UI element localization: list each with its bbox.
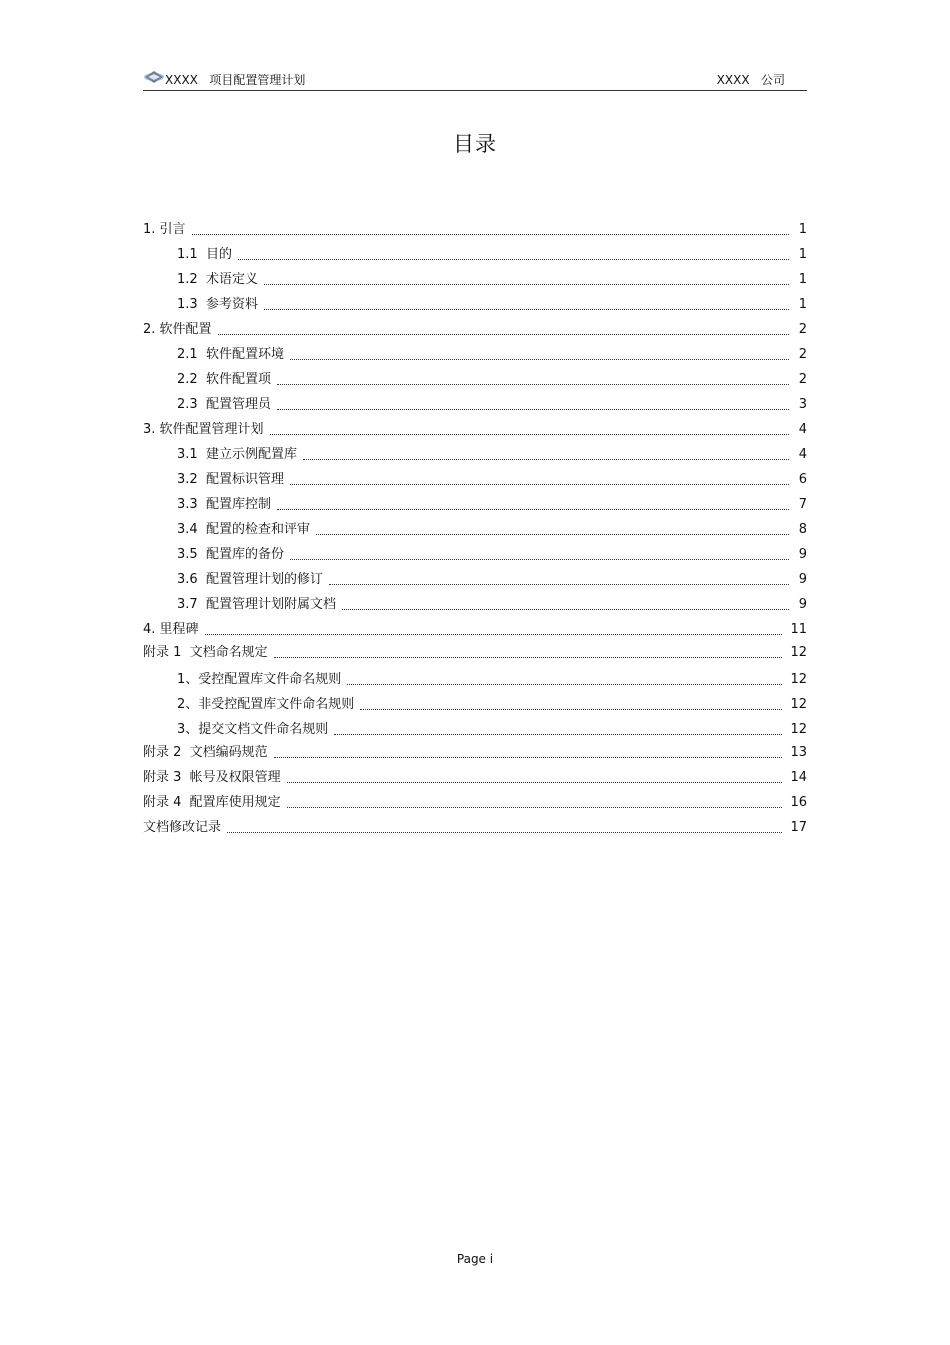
- toc-entry-label: 附录 3 帐号及权限管理: [143, 770, 281, 785]
- toc-dot-leader: [227, 831, 782, 833]
- toc-entry-label: 3.2 配置标识管理: [177, 472, 284, 487]
- toc-entry[interactable]: [177, 370, 807, 390]
- toc-dot-leader: [274, 756, 783, 758]
- toc-entry-label: 1. 引言: [143, 222, 186, 237]
- toc-entry[interactable]: [177, 595, 807, 615]
- toc-entry[interactable]: [143, 643, 807, 663]
- toc-entry-page-number: 9: [798, 597, 807, 612]
- toc-entry-page-number: 12: [790, 697, 807, 712]
- toc-entry-label: 3、提交文档文件命名规则: [177, 722, 329, 737]
- toc-entry[interactable]: [177, 395, 807, 415]
- toc-entry[interactable]: [177, 345, 807, 365]
- toc-dot-leader: [347, 683, 782, 685]
- toc-entry-page-number: 4: [798, 447, 807, 462]
- toc-entry-label: 3.3 配置库控制: [177, 497, 271, 512]
- toc-dot-leader: [303, 458, 789, 460]
- toc-entry-label: 1.3 参考资料: [177, 297, 258, 312]
- toc-entry-label: 1.1 目的: [177, 247, 232, 262]
- toc-entry-label: 2.3 配置管理员: [177, 397, 271, 412]
- toc-entry-label: 文档修改记录: [143, 820, 222, 835]
- toc-entry-page-number: 2: [798, 347, 807, 362]
- toc-entry-label: 4. 里程碑: [143, 622, 199, 637]
- toc-dot-leader: [270, 433, 789, 435]
- toc-entry-page-number: 1: [798, 247, 807, 262]
- toc-entry[interactable]: [177, 245, 807, 265]
- toc-entry[interactable]: [177, 520, 807, 540]
- toc-entry-page-number: 9: [798, 572, 807, 587]
- toc-dot-leader: [329, 583, 789, 585]
- toc-heading: 目录: [453, 132, 497, 156]
- toc-entry-page-number: 12: [790, 645, 807, 660]
- toc-entry[interactable]: [143, 768, 807, 788]
- toc-entry-page-number: 8: [798, 522, 807, 537]
- toc-entry-label: 3. 软件配置管理计划: [143, 422, 264, 437]
- toc-entry-label: 1、受控配置库文件命名规则: [177, 672, 342, 687]
- toc-entry-page-number: 6: [798, 472, 807, 487]
- toc-entry-label: 2、非受控配置库文件命名规则: [177, 697, 355, 712]
- toc-entry-label: 附录 1 文档命名规定: [143, 645, 268, 660]
- toc-entry-page-number: 12: [790, 722, 807, 737]
- toc-dot-leader: [274, 656, 783, 658]
- toc-entry-page-number: 4: [798, 422, 807, 437]
- toc-dot-leader: [264, 308, 789, 310]
- page-footer: Page i: [456, 1252, 494, 1266]
- toc-entry[interactable]: [177, 295, 807, 315]
- toc-entry[interactable]: [177, 720, 807, 740]
- header-company-name: XXXX 公司: [716, 73, 785, 87]
- toc-entry[interactable]: [143, 620, 807, 640]
- toc-entry[interactable]: [177, 570, 807, 590]
- toc-entry[interactable]: [177, 695, 807, 715]
- toc-entry-page-number: 17: [790, 820, 807, 835]
- toc-dot-leader: [277, 508, 789, 510]
- toc-entry-label: 3.4 配置的检查和评审: [177, 522, 310, 537]
- toc-entry[interactable]: [143, 220, 807, 240]
- toc-entry[interactable]: [143, 818, 807, 838]
- toc-entry[interactable]: [143, 320, 807, 340]
- toc-entry-page-number: 9: [798, 547, 807, 562]
- toc-entry[interactable]: [143, 743, 807, 763]
- toc-dot-leader: [287, 781, 783, 783]
- toc-entry-label: 附录 4 配置库使用规定: [143, 795, 281, 810]
- toc-entry-page-number: 1: [798, 297, 807, 312]
- header-document-title: XXXX 项目配置管理计划: [165, 73, 306, 87]
- toc-entry-label: 3.6 配置管理计划的修订: [177, 572, 323, 587]
- company-logo-icon: [143, 68, 165, 86]
- toc-dot-leader: [192, 233, 789, 235]
- toc-dot-leader: [205, 633, 783, 635]
- toc-entry[interactable]: [177, 670, 807, 690]
- toc-dot-leader: [334, 733, 782, 735]
- toc-entry-label: 2.2 软件配置项: [177, 372, 271, 387]
- toc-entry-label: 附录 2 文档编码规范: [143, 745, 268, 760]
- toc-dot-leader: [277, 383, 789, 385]
- toc-entry-page-number: 14: [790, 770, 807, 785]
- toc-dot-leader: [290, 358, 789, 360]
- toc-entry-page-number: 1: [798, 272, 807, 287]
- toc-dot-leader: [287, 806, 783, 808]
- toc-dot-leader: [342, 608, 789, 610]
- toc-entry[interactable]: [177, 470, 807, 490]
- toc-entry[interactable]: [177, 445, 807, 465]
- toc-entry[interactable]: [143, 420, 807, 440]
- toc-dot-leader: [360, 708, 782, 710]
- toc-entry[interactable]: [177, 545, 807, 565]
- toc-dot-leader: [238, 258, 789, 260]
- toc-entry-label: 2. 软件配置: [143, 322, 212, 337]
- toc-entry-page-number: 7: [798, 497, 807, 512]
- toc-dot-leader: [290, 558, 789, 560]
- toc-dot-leader: [264, 283, 789, 285]
- toc-entry-page-number: 1: [798, 222, 807, 237]
- toc-entry-page-number: 16: [790, 795, 807, 810]
- toc-entry-label: 3.1 建立示例配置库: [177, 447, 297, 462]
- toc-dot-leader: [277, 408, 789, 410]
- toc-dot-leader: [290, 483, 789, 485]
- toc-entry-label: 3.7 配置管理计划附属文档: [177, 597, 336, 612]
- toc-entry[interactable]: [177, 270, 807, 290]
- toc-entry-page-number: 13: [790, 745, 807, 760]
- toc-entry[interactable]: [177, 495, 807, 515]
- toc-dot-leader: [218, 333, 789, 335]
- toc-entry-label: 3.5 配置库的备份: [177, 547, 284, 562]
- toc-entry-page-number: 3: [798, 397, 807, 412]
- toc-entry-label: 1.2 术语定义: [177, 272, 258, 287]
- toc-entry-page-number: 2: [798, 372, 807, 387]
- page-header: [143, 66, 807, 91]
- toc-entry[interactable]: [143, 793, 807, 813]
- toc-entry-page-number: 2: [798, 322, 807, 337]
- toc-dot-leader: [316, 533, 789, 535]
- toc-entry-page-number: 11: [790, 622, 807, 637]
- toc-entry-page-number: 12: [790, 672, 807, 687]
- toc-entry-label: 2.1 软件配置环境: [177, 347, 284, 362]
